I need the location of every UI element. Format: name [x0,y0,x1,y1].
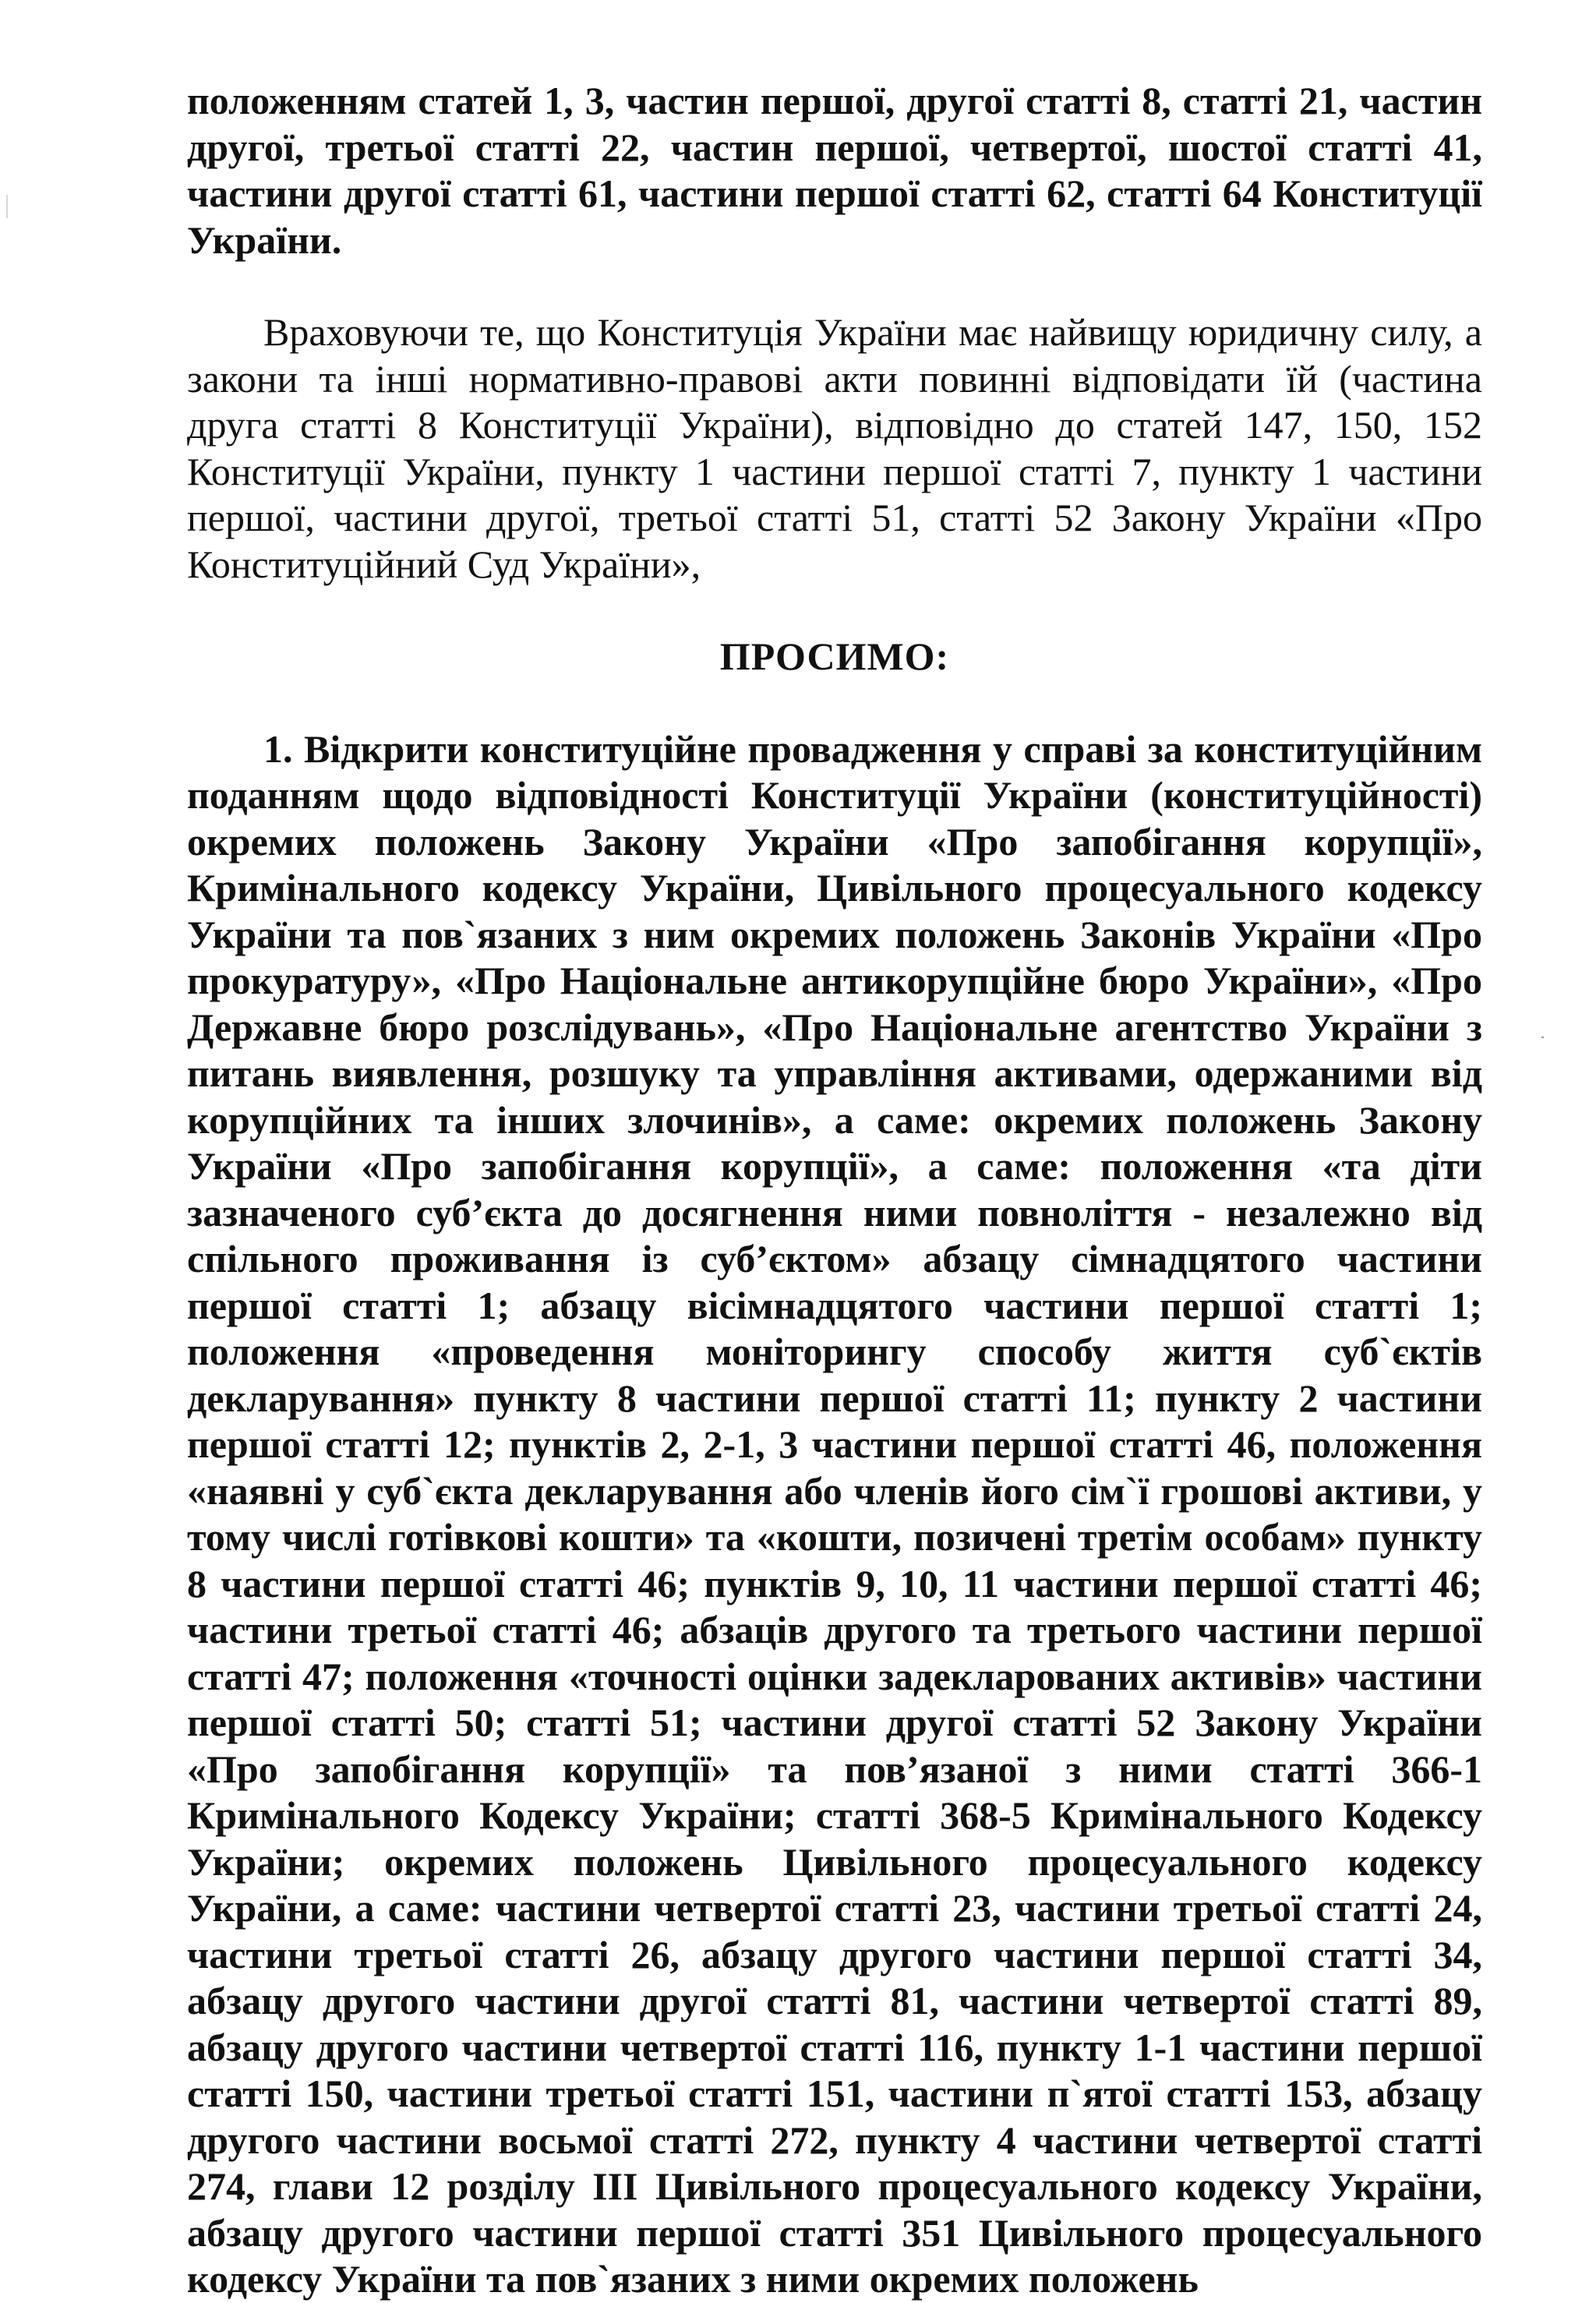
document-page [187,78,1482,2303]
paragraph-constitution-provisions: положенням статей 1, 3, частин першої, другої статті 8, статті 21, частин другої, третьої статті 22, частин першої, четвертої, шостої статті 41, частини другої статті 61, частини першої статті 62, статті 64 Конституції України. [187,79,1482,262]
scan-speck [6,195,8,218]
paragraph-request-item-1: 1. Відкрити конституційне провадження у справі за конституційним поданням щодо відповідності Конституції України (конституційності) окремих положень Закону України «Про запобігання корупції», Кримінального кодексу України, Цивільного процесуального кодексу України та пов`язаних з ним окремих положень Законів України «Про прокуратуру», «Про Національне антикорупційне бюро України», «Про Державне бюро розслідувань», «Про Національне агентство України з питань виявлення, розшуку та управління активами, одержаними від корупційних та інших злочинів», а саме: окремих положень Закону України «Про запобігання корупції», а саме: положення «та діти зазначеного суб’єкта до досягнення ними повноліття - незалежно від спільного проживання із суб’єктом» абзацу сімнадцятого частини першої статті 1; абзацу вісімнадцятого частини першої статті 1; положення «проведення моніторингу способу життя суб`єктів декларування» пункту 8 частини першої статті 11; пункту 2 частини першої статті 12; пунктів 2, 2-1, 3 частини першої статті 46, положення «наявні у суб`єкта декларування або членів його сім`ї грошові активи, у тому числі готівкові кошти» та «кошти, позичені третім особам» пункту 8 частини першої статті 46; пунктів 9, 10, 11 частини першої статті 46; частини третьої статті 46; абзаців другого та третього частини першої статті 47; положення «точності оцінки задекларованих активів» частини першої статті 50; статті 51; частини другої статті 52 Закону України «Про запобігання корупції» та пов’язаної з ними статті 366-1 Кримінального Кодексу України; статті 368-5 Кримінального Кодексу України; окремих положень Цивільного процесуального кодексу України, а саме: частини четвертої статті 23, частини третьої статті 24, частини третьої статті 26, абзацу другого частини першої статті 34, абзацу другого частини другої статті 81, частини четвертої статті 89, абзацу другого частини четвертої статті 116, пункту 1-1 частини першої статті 150, частини третьої статті 151, частини п`ятої статті 153, абзацу другого частини восьмої статті 272, пункту 4 частини четвертої статті 274, глави 12 розділу ІІІ Цивільного процесуального кодексу України, абзацу другого частини першої статті 351 Цивільного процесуального кодексу України та пов`язаних з ними окремих положень [187,726,1482,2301]
paragraph-legal-basis: Враховуючи те, що Конституція України має найвищу юридичну силу, а закони та інші нормативно-правові акти повинні відповідати їй (частина друга статті 8 Конституції України), відповідно до статей 147, 150, 152 Конституції України, пункту 1 частини першої статті 7, пункту 1 частини першої, частини другої, третьої статті 51, статті 52 Закону України «Про Конституційний Суд України», [187,310,1482,586]
section-heading-request: ПРОСИМО: [719,634,950,678]
scan-speck [1541,1037,1544,1038]
